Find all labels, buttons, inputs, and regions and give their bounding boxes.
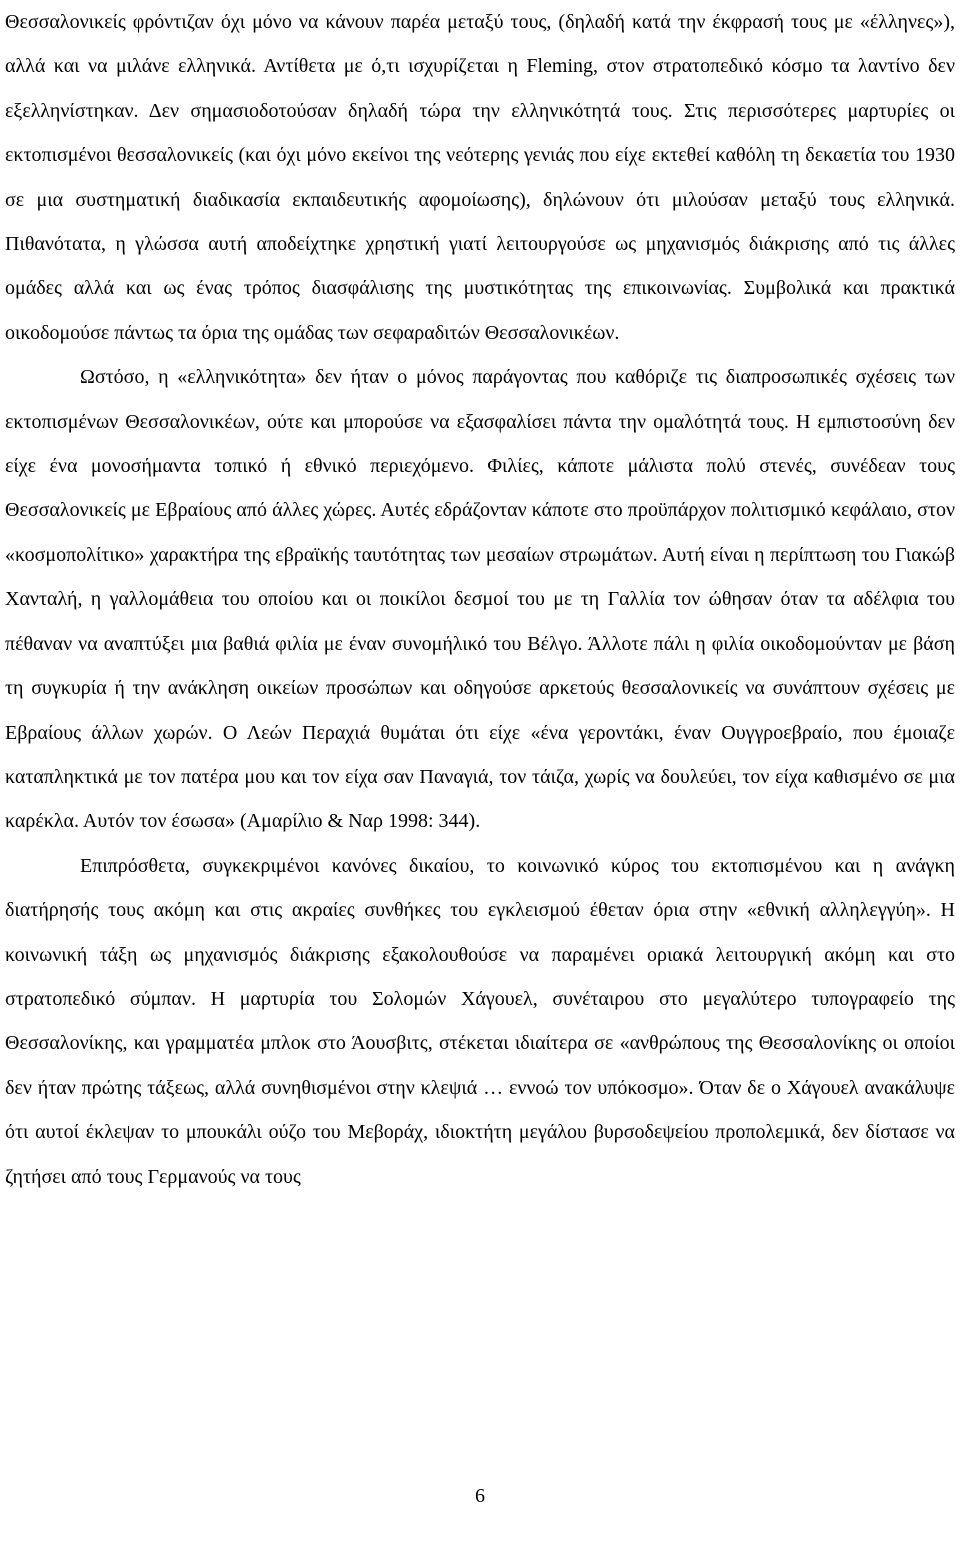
page-number: 6 [475,1485,485,1507]
paragraph-3: Επιπρόσθετα, συγκεκριμένοι κανόνες δικαίου, το κοινωνικό κύρος του εκτοπισμένου και η ανάγκη διατήρησής τους ακόμη και στις ακραίες συνθήκες του εγκλεισμού έθεταν όρια στην «εθνική αλληλεγγύη». Η κοινωνική τάξη ως μηχανισμός διάκρισης εξακολουθούσε να παραμένει οριακά λειτουργική ακόμη και στο στρατοπεδικό σύμπαν. Η μαρτυρία του Σολομών Χάγουελ, συνέταιρου στο μεγαλύτερο τυπογραφείο της Θεσσαλονίκης, και γραμματέα μπλοκ στο Άουσβιτς, στέκεται ιδιαίτερα σε «ανθρώπους της Θεσσαλονίκης οι οποίοι δεν ήταν πρώτης τάξεως, αλλά συνηθισμένοι στην κλεψιά … εννοώ τον υπόκοσμο». Όταν δε ο Χάγουελ ανακάλυψε ότι αυτοί έκλεψαν το μπουκάλι ούζο του Μεβοράχ, ιδιοκτήτη μεγάλου βυρσοδεψείου προπολεμικά, δεν δίστασε να ζητήσει από τους Γερμανούς να τους [5,854,955,1188]
paragraph-1: Θεσσαλονικείς φρόντιζαν όχι μόνο να κάνουν παρέα μεταξύ τους, (δηλαδή κατά την έκφρασή τους με «έλληνες»), αλλά και να μιλάνε ελληνικά. Αντίθετα με ό,τι ισχυρίζεται η Fleming, στον στρατοπεδικό κόσμο τα λαντίνο δεν εξελληνίστηκαν. Δεν σημασιοδοτούσαν δηλαδή τώρα την ελληνικότητά τους. Στις περισσότερες μαρτυρίες οι εκτοπισμένοι θεσσαλονικείς (και όχι μόνο εκείνοι της νεότερης γενιάς που είχε εκτεθεί καθόλη τη δεκαετία του 1930 σε μια συστηματική διαδικασία εκπαιδευτικής αφομοίωσης), δηλώνουν ότι μιλούσαν μεταξύ τους ελληνικά. Πιθανότατα, η γλώσσα αυτή αποδείχτηκε χρηστική γιατί λειτουργούσε ως μηχανισμός διάκρισης από τις άλλες ομάδες αλλά και ως ένας τρόπος διασφάλισης της μυστικότητας της επικοινωνίας. Συμβολικά και πρακτικά οικοδομούσε πάντως τα όρια της ομάδας των σεφαραδιτών Θεσσαλονικέων. [5,11,955,344]
paragraph-2: Ωστόσο, η «ελληνικότητα» δεν ήταν ο μόνος παράγοντας που καθόριζε τις διαπροσωπικές σχέσεις των εκτοπισμένων Θεσσαλονικέων, ούτε και μπορούσε να εξασφαλίσει πάντα την ομαλότητά τους. Η εμπιστοσύνη δεν είχε ένα μονοσήμαντα τοπικό ή εθνικό περιεχόμενο. Φιλίες, κάποτε μάλιστα πολύ στενές, συνέδεαν τους Θεσσαλονικείς με Εβραίους από άλλες χώρες. Αυτές εδράζονταν κάποτε στο προϋπάρχον πολιτισμικό κεφάλαιο, στον «κοσμοπολίτικο» χαρακτήρα της εβραϊκής ταυτότητας των μεσαίων στρωμάτων. Αυτή είναι η περίπτωση του Γιακώβ Χανταλή, η γαλλομάθεια του οποίου και οι ποικίλοι δεσμοί του με τη Γαλλία τον ώθησαν όταν τα αδέλφια του πέθαναν να αναπτύξει μια βαθιά φιλία με έναν συνομήλικό του Βέλγο. Άλλοτε πάλι η φιλία οικοδομούνταν με βάση τη συγκυρία ή την ανάκληση οικείων προσώπων και οδηγούσε αρκετούς θεσσαλονικείς να συνάπτουν σχέσεις με Εβραίους άλλων χωρών. Ο Λεών Περαχιά θυμάται ότι είχε «ένα γεροντάκι, έναν Ουγγροεβραίο, που έμοιαζε καταπληκτικά με τον πατέρα μου και τον είχα σαν Παναγιά, τον τάιζα, χωρίς να δουλεύει, τον είχα καθισμένο σε μια καρέκλα. Αυτόν τον έσωσα» (Αμαρίλιο & Ναρ 1998: 344). [5,366,955,833]
document-page [5,0,955,1199]
